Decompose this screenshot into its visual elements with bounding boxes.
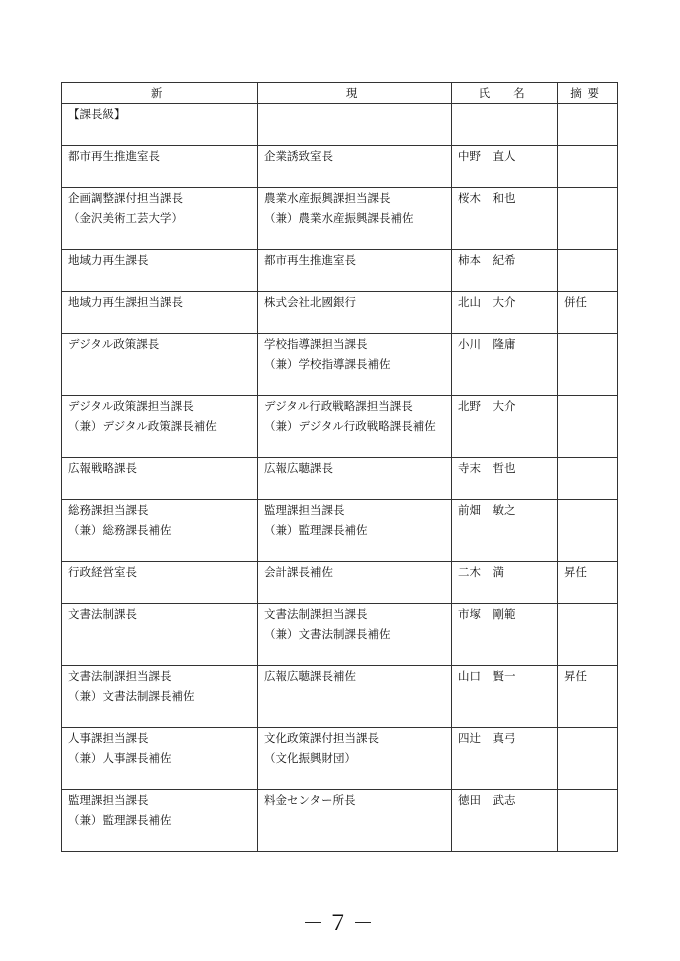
cell-new-position (62, 396, 258, 458)
cell-person-name: 北野 大介 (452, 396, 558, 458)
table-row (62, 292, 618, 334)
cell-new-position (62, 728, 258, 790)
header-note: 摘要 (558, 83, 618, 104)
table-row (62, 334, 618, 396)
cell-current-position (258, 396, 452, 458)
cell-current-position (258, 146, 452, 188)
cell-person-name: 小川 隆庸 (452, 334, 558, 396)
cell-new-position (62, 790, 258, 852)
cell-note (558, 188, 618, 250)
table-row (62, 666, 618, 728)
cell-person-name: 山口 賢一 (452, 666, 558, 728)
cell-new-position-line: 広報戦略課長 (68, 461, 137, 475)
cell-current-position-line: 広報広聴課長補佐 (264, 669, 356, 683)
cell-new-position-line: 地域力再生課長 (68, 253, 149, 267)
cell-current-position (258, 604, 452, 666)
section-row (62, 104, 618, 146)
table-body (62, 104, 618, 852)
cell-new-position (62, 500, 258, 562)
cell-person-name: 中野 直人 (452, 146, 558, 188)
cell-current-position-line: 都市再生推進室長 (264, 253, 356, 267)
cell-note (558, 250, 618, 292)
cell-new-position-line: （兼）監理課長補佐 (68, 813, 172, 827)
cell-current-position-line: （兼）文書法制課長補佐 (264, 627, 391, 641)
cell-current-position-line: 農業水産振興課担当課長 (264, 191, 391, 205)
cell-person-name: 市塚 剛範 (452, 604, 558, 666)
cell-current-position-line: （兼）学校指導課長補佐 (264, 357, 391, 371)
cell-person-name: 寺末 哲也 (452, 458, 558, 500)
cell-current-position-line: 料金センター所長 (264, 793, 356, 807)
cell-new-position-line: 総務課担当課長 (68, 503, 149, 517)
cell-new-position-line: デジタル政策課担当課長 (68, 399, 194, 413)
cell-current-position-line: 監理課担当課長 (264, 503, 345, 517)
cell-note: 併任 (558, 292, 618, 334)
cell-new-position (62, 604, 258, 666)
cell-current-position-line: 企業誘致室長 (264, 149, 333, 163)
cell-current-position-line: 広報広聴課長 (264, 461, 333, 475)
cell-current-position-line: （兼）農業水産振興課長補佐 (264, 211, 414, 225)
table-row (62, 728, 618, 790)
cell-person-name: 柿本 紀希 (452, 250, 558, 292)
cell-new-position-line: 都市再生推進室長 (68, 149, 160, 163)
table-row (62, 604, 618, 666)
cell-current-position-line: 文書法制課担当課長 (264, 607, 368, 621)
cell-new-position-line: 監理課担当課長 (68, 793, 149, 807)
section-empty-name (452, 104, 558, 146)
table-row (62, 500, 618, 562)
cell-current-position (258, 500, 452, 562)
cell-current-position-line: 文化政策課付担当課長 (264, 731, 379, 745)
cell-current-position-line: （兼）監理課長補佐 (264, 523, 368, 537)
page-number: －７－ (302, 911, 378, 935)
cell-current-position (258, 458, 452, 500)
cell-note: 昇任 (558, 562, 618, 604)
personnel-table (61, 82, 618, 852)
table-row (62, 188, 618, 250)
cell-current-position-line: （文化振興財団） (264, 751, 356, 765)
cell-new-position-line: 文書法制課長 (68, 607, 137, 621)
table-row (62, 250, 618, 292)
cell-new-position (62, 250, 258, 292)
cell-note (558, 728, 618, 790)
cell-new-position-line: 行政経営室長 (68, 565, 137, 579)
table-row (62, 562, 618, 604)
cell-current-position-line: 株式会社北國銀行 (264, 295, 356, 309)
header-name: 氏 名 (452, 83, 558, 104)
section-label: 【課長級】 (62, 104, 258, 146)
cell-note: 昇任 (558, 666, 618, 728)
cell-current-position (258, 292, 452, 334)
cell-current-position (258, 790, 452, 852)
section-empty-current (258, 104, 452, 146)
cell-current-position (258, 250, 452, 292)
header-new: 新 (62, 83, 258, 104)
cell-current-position (258, 728, 452, 790)
cell-new-position-line: 企画調整課付担当課長 (68, 191, 183, 205)
cell-current-position (258, 562, 452, 604)
cell-current-position (258, 334, 452, 396)
cell-note (558, 500, 618, 562)
cell-note (558, 396, 618, 458)
cell-current-position-line: 会計課長補佐 (264, 565, 333, 579)
header-row (62, 83, 618, 104)
cell-note (558, 604, 618, 666)
cell-person-name: 四辻 真弓 (452, 728, 558, 790)
cell-current-position-line: 学校指導課担当課長 (264, 337, 368, 351)
table-row (62, 458, 618, 500)
cell-person-name: 北山 大介 (452, 292, 558, 334)
cell-new-position (62, 666, 258, 728)
cell-new-position-line: （金沢美術工芸大学） (68, 211, 183, 225)
cell-new-position-line: 地域力再生課担当課長 (68, 295, 183, 309)
table-row (62, 146, 618, 188)
section-empty-note (558, 104, 618, 146)
table-row (62, 790, 618, 852)
cell-current-position (258, 188, 452, 250)
cell-person-name: 二木 満 (452, 562, 558, 604)
cell-current-position (258, 666, 452, 728)
cell-new-position-line: （兼）デジタル政策課長補佐 (68, 419, 217, 433)
cell-person-name: 桜木 和也 (452, 188, 558, 250)
cell-new-position (62, 334, 258, 396)
header-current: 現 (258, 83, 452, 104)
cell-person-name: 前畑 敏之 (452, 500, 558, 562)
cell-note (558, 334, 618, 396)
cell-new-position-line: （兼）文書法制課長補佐 (68, 689, 195, 703)
cell-current-position-line: （兼）デジタル行政戦略課長補佐 (264, 419, 436, 433)
cell-new-position (62, 562, 258, 604)
cell-new-position-line: デジタル政策課長 (68, 337, 160, 351)
cell-new-position-line: 人事課担当課長 (68, 731, 149, 745)
cell-person-name: 徳田 武志 (452, 790, 558, 852)
cell-new-position (62, 292, 258, 334)
cell-note (558, 790, 618, 852)
cell-note (558, 458, 618, 500)
cell-new-position-line: （兼）総務課長補佐 (68, 523, 172, 537)
cell-note (558, 146, 618, 188)
cell-new-position (62, 146, 258, 188)
cell-new-position (62, 458, 258, 500)
cell-current-position-line: デジタル行政戦略課担当課長 (264, 399, 413, 413)
cell-new-position (62, 188, 258, 250)
cell-new-position-line: 文書法制課担当課長 (68, 669, 172, 683)
cell-new-position-line: （兼）人事課長補佐 (68, 751, 172, 765)
table-row (62, 396, 618, 458)
